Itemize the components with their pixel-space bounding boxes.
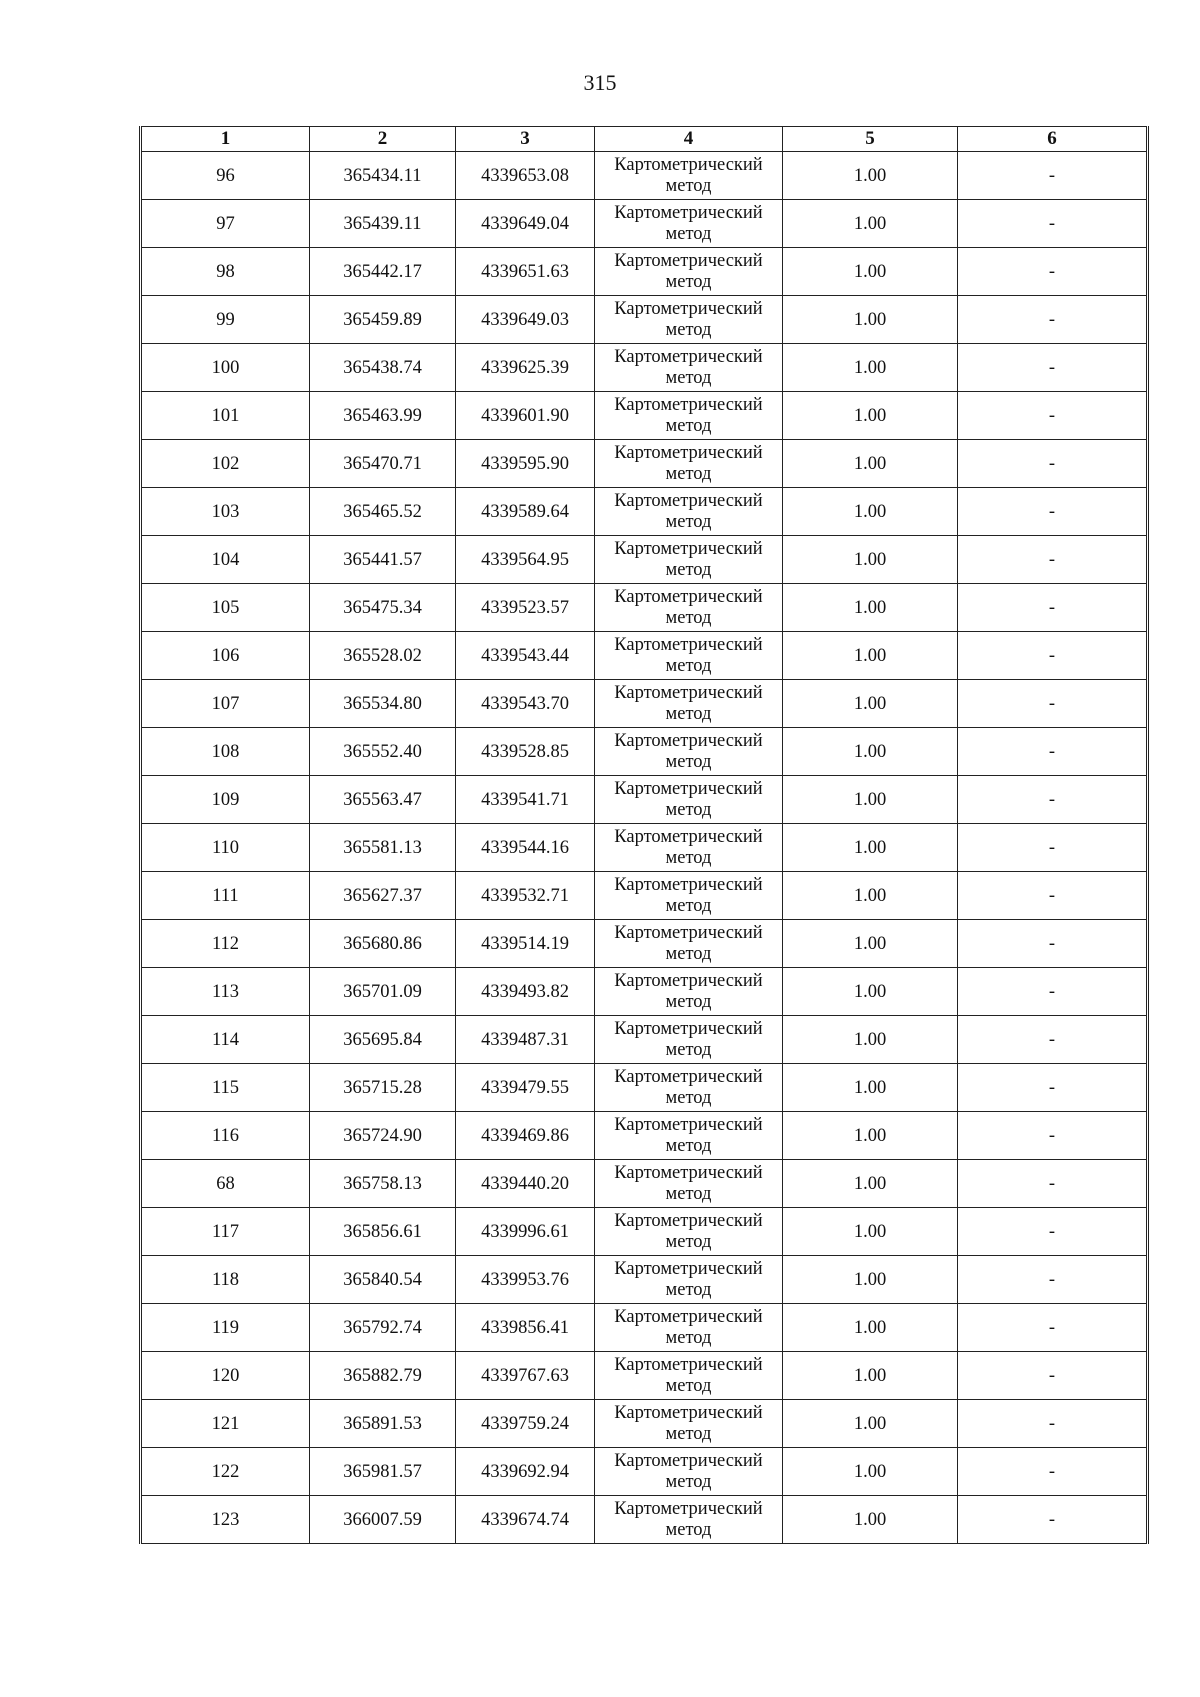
- y-coordinate-cell: 4339523.57: [456, 584, 595, 632]
- x-coordinate-cell: 365528.02: [310, 632, 456, 680]
- x-coordinate-cell: 365459.89: [310, 296, 456, 344]
- accuracy-cell: 1.00: [783, 1352, 958, 1400]
- method-line-1: Картометрический: [614, 1306, 763, 1327]
- note-cell: -: [958, 968, 1148, 1016]
- table-row: [141, 776, 1148, 824]
- method-line-1: Картометрический: [614, 1018, 763, 1039]
- x-coordinate-cell: 365563.47: [310, 776, 456, 824]
- column-header-5: 5: [783, 127, 958, 152]
- point-number-cell: 104: [141, 536, 310, 584]
- table-row: [141, 1400, 1148, 1448]
- x-coordinate-cell: 365680.86: [310, 920, 456, 968]
- x-coordinate-cell: 365724.90: [310, 1112, 456, 1160]
- note-cell: -: [958, 824, 1148, 872]
- method-line-1: Картометрический: [614, 1402, 763, 1423]
- table-body: [141, 152, 1148, 1544]
- point-number-cell: 112: [141, 920, 310, 968]
- note-cell: -: [958, 872, 1148, 920]
- method-cell: [595, 1352, 783, 1400]
- method-line-2: метод: [665, 1327, 712, 1348]
- method-line-2: метод: [665, 463, 712, 484]
- table-row: [141, 1256, 1148, 1304]
- method-cell: [595, 632, 783, 680]
- table-row: [141, 296, 1148, 344]
- y-coordinate-cell: 4339953.76: [456, 1256, 595, 1304]
- y-coordinate-cell: 4339440.20: [456, 1160, 595, 1208]
- point-number-cell: 103: [141, 488, 310, 536]
- y-coordinate-cell: 4339595.90: [456, 440, 595, 488]
- method-cell: [595, 536, 783, 584]
- method-cell: [595, 1496, 783, 1544]
- column-header-1: 1: [141, 127, 310, 152]
- note-cell: -: [958, 200, 1148, 248]
- table-row: [141, 1112, 1148, 1160]
- accuracy-cell: 1.00: [783, 968, 958, 1016]
- y-coordinate-cell: 4339692.94: [456, 1448, 595, 1496]
- method-line-1: Картометрический: [614, 154, 763, 175]
- y-coordinate-cell: 4339528.85: [456, 728, 595, 776]
- method-line-1: Картометрический: [614, 346, 763, 367]
- table-row: [141, 680, 1148, 728]
- x-coordinate-cell: 365552.40: [310, 728, 456, 776]
- point-number-cell: 117: [141, 1208, 310, 1256]
- method-line-2: метод: [665, 1231, 712, 1252]
- method-cell: [595, 1304, 783, 1352]
- page-number: 315: [583, 70, 617, 95]
- method-line-1: Картометрический: [614, 394, 763, 415]
- y-coordinate-cell: 4339493.82: [456, 968, 595, 1016]
- y-coordinate-cell: 4339532.71: [456, 872, 595, 920]
- note-cell: -: [958, 680, 1148, 728]
- note-cell: -: [958, 584, 1148, 632]
- table-row: [141, 488, 1148, 536]
- x-coordinate-cell: 365758.13: [310, 1160, 456, 1208]
- point-number-cell: 116: [141, 1112, 310, 1160]
- note-cell: -: [958, 296, 1148, 344]
- x-coordinate-cell: 365475.34: [310, 584, 456, 632]
- x-coordinate-cell: 365470.71: [310, 440, 456, 488]
- y-coordinate-cell: 4339649.04: [456, 200, 595, 248]
- accuracy-cell: 1.00: [783, 200, 958, 248]
- y-coordinate-cell: 4339487.31: [456, 1016, 595, 1064]
- x-coordinate-cell: 365840.54: [310, 1256, 456, 1304]
- method-cell: [595, 1256, 783, 1304]
- x-coordinate-cell: 365627.37: [310, 872, 456, 920]
- y-coordinate-cell: 4339649.03: [456, 296, 595, 344]
- method-line-2: метод: [665, 1279, 712, 1300]
- method-cell: [595, 920, 783, 968]
- y-coordinate-cell: 4339541.71: [456, 776, 595, 824]
- method-cell: [595, 968, 783, 1016]
- note-cell: -: [958, 1160, 1148, 1208]
- method-line-2: метод: [665, 895, 712, 916]
- y-coordinate-cell: 4339479.55: [456, 1064, 595, 1112]
- y-coordinate-cell: 4339589.64: [456, 488, 595, 536]
- accuracy-cell: 1.00: [783, 1448, 958, 1496]
- method-line-1: Картометрический: [614, 1066, 763, 1087]
- y-coordinate-cell: 4339544.16: [456, 824, 595, 872]
- method-line-1: Картометрический: [614, 1354, 763, 1375]
- table-row: [141, 872, 1148, 920]
- method-line-2: метод: [665, 1519, 712, 1540]
- method-cell: [595, 248, 783, 296]
- method-line-2: метод: [665, 1183, 712, 1204]
- point-number-cell: 109: [141, 776, 310, 824]
- note-cell: -: [958, 776, 1148, 824]
- method-line-2: метод: [665, 943, 712, 964]
- y-coordinate-cell: 4339601.90: [456, 392, 595, 440]
- accuracy-cell: 1.00: [783, 1064, 958, 1112]
- note-cell: -: [958, 1496, 1148, 1544]
- point-number-cell: 121: [141, 1400, 310, 1448]
- note-cell: -: [958, 920, 1148, 968]
- accuracy-cell: 1.00: [783, 680, 958, 728]
- method-line-2: метод: [665, 1135, 712, 1156]
- note-cell: -: [958, 632, 1148, 680]
- method-line-2: метод: [665, 703, 712, 724]
- y-coordinate-cell: 4339625.39: [456, 344, 595, 392]
- table-row: [141, 536, 1148, 584]
- method-line-2: метод: [665, 223, 712, 244]
- accuracy-cell: 1.00: [783, 296, 958, 344]
- point-number-cell: 101: [141, 392, 310, 440]
- note-cell: -: [958, 1256, 1148, 1304]
- point-number-cell: 120: [141, 1352, 310, 1400]
- y-coordinate-cell: 4339759.24: [456, 1400, 595, 1448]
- column-header-3: 3: [456, 127, 595, 152]
- point-number-cell: 108: [141, 728, 310, 776]
- note-cell: -: [958, 344, 1148, 392]
- table-row: [141, 584, 1148, 632]
- accuracy-cell: 1.00: [783, 1208, 958, 1256]
- accuracy-cell: 1.00: [783, 584, 958, 632]
- method-line-2: метод: [665, 847, 712, 868]
- method-cell: [595, 1160, 783, 1208]
- note-cell: -: [958, 392, 1148, 440]
- method-line-1: Картометрический: [614, 1498, 763, 1519]
- accuracy-cell: 1.00: [783, 344, 958, 392]
- method-cell: [595, 1112, 783, 1160]
- note-cell: -: [958, 1064, 1148, 1112]
- point-number-cell: 123: [141, 1496, 310, 1544]
- method-line-1: Картометрический: [614, 634, 763, 655]
- point-number-cell: 119: [141, 1304, 310, 1352]
- note-cell: -: [958, 488, 1148, 536]
- method-line-2: метод: [665, 271, 712, 292]
- x-coordinate-cell: 365465.52: [310, 488, 456, 536]
- x-coordinate-cell: 365434.11: [310, 152, 456, 200]
- accuracy-cell: 1.00: [783, 392, 958, 440]
- x-coordinate-cell: 365438.74: [310, 344, 456, 392]
- method-cell: [595, 152, 783, 200]
- accuracy-cell: 1.00: [783, 728, 958, 776]
- y-coordinate-cell: 4339653.08: [456, 152, 595, 200]
- x-coordinate-cell: 365856.61: [310, 1208, 456, 1256]
- point-number-cell: 97: [141, 200, 310, 248]
- method-line-1: Картометрический: [614, 1258, 763, 1279]
- accuracy-cell: 1.00: [783, 1016, 958, 1064]
- accuracy-cell: 1.00: [783, 1160, 958, 1208]
- y-coordinate-cell: 4339996.61: [456, 1208, 595, 1256]
- table-row: [141, 1448, 1148, 1496]
- point-number-cell: 107: [141, 680, 310, 728]
- method-cell: [595, 776, 783, 824]
- table-row: [141, 344, 1148, 392]
- note-cell: -: [958, 536, 1148, 584]
- note-cell: -: [958, 1112, 1148, 1160]
- x-coordinate-cell: 365534.80: [310, 680, 456, 728]
- method-line-1: Картометрический: [614, 442, 763, 463]
- note-cell: -: [958, 152, 1148, 200]
- point-number-cell: 99: [141, 296, 310, 344]
- y-coordinate-cell: 4339543.70: [456, 680, 595, 728]
- method-line-2: метод: [665, 1423, 712, 1444]
- method-cell: [595, 584, 783, 632]
- y-coordinate-cell: 4339674.74: [456, 1496, 595, 1544]
- method-line-2: метод: [665, 1471, 712, 1492]
- method-line-1: Картометрический: [614, 250, 763, 271]
- point-number-cell: 102: [141, 440, 310, 488]
- method-line-1: Картометрический: [614, 682, 763, 703]
- method-line-2: метод: [665, 319, 712, 340]
- method-line-2: метод: [665, 799, 712, 820]
- x-coordinate-cell: 365701.09: [310, 968, 456, 1016]
- point-number-cell: 111: [141, 872, 310, 920]
- method-cell: [595, 1016, 783, 1064]
- accuracy-cell: 1.00: [783, 632, 958, 680]
- method-line-1: Картометрический: [614, 490, 763, 511]
- note-cell: -: [958, 1352, 1148, 1400]
- note-cell: -: [958, 728, 1148, 776]
- note-cell: -: [958, 248, 1148, 296]
- method-cell: [595, 392, 783, 440]
- method-line-1: Картометрический: [614, 1114, 763, 1135]
- point-number-cell: 122: [141, 1448, 310, 1496]
- y-coordinate-cell: 4339543.44: [456, 632, 595, 680]
- y-coordinate-cell: 4339564.95: [456, 536, 595, 584]
- method-line-1: Картометрический: [614, 778, 763, 799]
- method-line-2: метод: [665, 559, 712, 580]
- accuracy-cell: 1.00: [783, 248, 958, 296]
- method-cell: [595, 200, 783, 248]
- table-header-row: [141, 127, 1148, 152]
- method-line-2: метод: [665, 367, 712, 388]
- accuracy-cell: 1.00: [783, 872, 958, 920]
- accuracy-cell: 1.00: [783, 440, 958, 488]
- x-coordinate-cell: 365439.11: [310, 200, 456, 248]
- point-number-cell: 68: [141, 1160, 310, 1208]
- table-row: [141, 1016, 1148, 1064]
- y-coordinate-cell: 4339514.19: [456, 920, 595, 968]
- x-coordinate-cell: 365981.57: [310, 1448, 456, 1496]
- point-number-cell: 100: [141, 344, 310, 392]
- method-line-2: метод: [665, 1039, 712, 1060]
- method-line-1: Картометрический: [614, 298, 763, 319]
- method-line-2: метод: [665, 751, 712, 772]
- accuracy-cell: 1.00: [783, 920, 958, 968]
- method-line-1: Картометрический: [614, 826, 763, 847]
- table-row: [141, 1496, 1148, 1544]
- point-number-cell: 113: [141, 968, 310, 1016]
- x-coordinate-cell: 365695.84: [310, 1016, 456, 1064]
- method-cell: [595, 488, 783, 536]
- method-line-2: метод: [665, 1087, 712, 1108]
- method-line-1: Картометрический: [614, 586, 763, 607]
- method-line-1: Картометрический: [614, 1210, 763, 1231]
- x-coordinate-cell: 365581.13: [310, 824, 456, 872]
- method-line-2: метод: [665, 655, 712, 676]
- x-coordinate-cell: 365715.28: [310, 1064, 456, 1112]
- point-number-cell: 96: [141, 152, 310, 200]
- accuracy-cell: 1.00: [783, 776, 958, 824]
- accuracy-cell: 1.00: [783, 152, 958, 200]
- method-line-1: Картометрический: [614, 922, 763, 943]
- column-header-2: 2: [310, 127, 456, 152]
- accuracy-cell: 1.00: [783, 1256, 958, 1304]
- coordinates-table: [139, 126, 1149, 1544]
- table-row: [141, 248, 1148, 296]
- method-line-1: Картометрический: [614, 970, 763, 991]
- method-cell: [595, 344, 783, 392]
- table-row: [141, 392, 1148, 440]
- point-number-cell: 115: [141, 1064, 310, 1112]
- table-row: [141, 1352, 1148, 1400]
- method-line-2: метод: [665, 175, 712, 196]
- column-header-4: 4: [595, 127, 783, 152]
- table-row: [141, 632, 1148, 680]
- method-line-2: метод: [665, 1375, 712, 1396]
- table-row: [141, 920, 1148, 968]
- x-coordinate-cell: 366007.59: [310, 1496, 456, 1544]
- table-row: [141, 728, 1148, 776]
- table-row: [141, 1304, 1148, 1352]
- x-coordinate-cell: 365882.79: [310, 1352, 456, 1400]
- x-coordinate-cell: 365792.74: [310, 1304, 456, 1352]
- point-number-cell: 114: [141, 1016, 310, 1064]
- note-cell: -: [958, 1304, 1148, 1352]
- method-line-2: метод: [665, 991, 712, 1012]
- accuracy-cell: 1.00: [783, 1400, 958, 1448]
- method-line-1: Картометрический: [614, 1162, 763, 1183]
- method-cell: [595, 872, 783, 920]
- method-line-1: Картометрический: [614, 538, 763, 559]
- x-coordinate-cell: 365441.57: [310, 536, 456, 584]
- method-line-1: Картометрический: [614, 730, 763, 751]
- method-line-1: Картометрический: [614, 874, 763, 895]
- x-coordinate-cell: 365442.17: [310, 248, 456, 296]
- point-number-cell: 98: [141, 248, 310, 296]
- method-cell: [595, 1208, 783, 1256]
- accuracy-cell: 1.00: [783, 488, 958, 536]
- table-row: [141, 1208, 1148, 1256]
- accuracy-cell: 1.00: [783, 536, 958, 584]
- method-cell: [595, 1400, 783, 1448]
- y-coordinate-cell: 4339856.41: [456, 1304, 595, 1352]
- note-cell: -: [958, 1448, 1148, 1496]
- method-cell: [595, 296, 783, 344]
- accuracy-cell: 1.00: [783, 1496, 958, 1544]
- y-coordinate-cell: 4339767.63: [456, 1352, 595, 1400]
- table-row: [141, 1160, 1148, 1208]
- table-row: [141, 824, 1148, 872]
- method-cell: [595, 728, 783, 776]
- table-row: [141, 152, 1148, 200]
- table-row: [141, 440, 1148, 488]
- y-coordinate-cell: 4339651.63: [456, 248, 595, 296]
- accuracy-cell: 1.00: [783, 824, 958, 872]
- method-cell: [595, 1064, 783, 1112]
- table-row: [141, 968, 1148, 1016]
- point-number-cell: 110: [141, 824, 310, 872]
- y-coordinate-cell: 4339469.86: [456, 1112, 595, 1160]
- method-cell: [595, 680, 783, 728]
- point-number-cell: 105: [141, 584, 310, 632]
- method-cell: [595, 1448, 783, 1496]
- table-row: [141, 1064, 1148, 1112]
- note-cell: -: [958, 440, 1148, 488]
- method-line-2: метод: [665, 415, 712, 436]
- table-row: [141, 200, 1148, 248]
- note-cell: -: [958, 1208, 1148, 1256]
- x-coordinate-cell: 365463.99: [310, 392, 456, 440]
- method-line-1: Картометрический: [614, 1450, 763, 1471]
- note-cell: -: [958, 1016, 1148, 1064]
- method-line-2: метод: [665, 511, 712, 532]
- note-cell: -: [958, 1400, 1148, 1448]
- point-number-cell: 118: [141, 1256, 310, 1304]
- method-cell: [595, 824, 783, 872]
- accuracy-cell: 1.00: [783, 1112, 958, 1160]
- method-cell: [595, 440, 783, 488]
- point-number-cell: 106: [141, 632, 310, 680]
- column-header-6: 6: [958, 127, 1148, 152]
- x-coordinate-cell: 365891.53: [310, 1400, 456, 1448]
- method-line-2: метод: [665, 607, 712, 628]
- method-line-1: Картометрический: [614, 202, 763, 223]
- accuracy-cell: 1.00: [783, 1304, 958, 1352]
